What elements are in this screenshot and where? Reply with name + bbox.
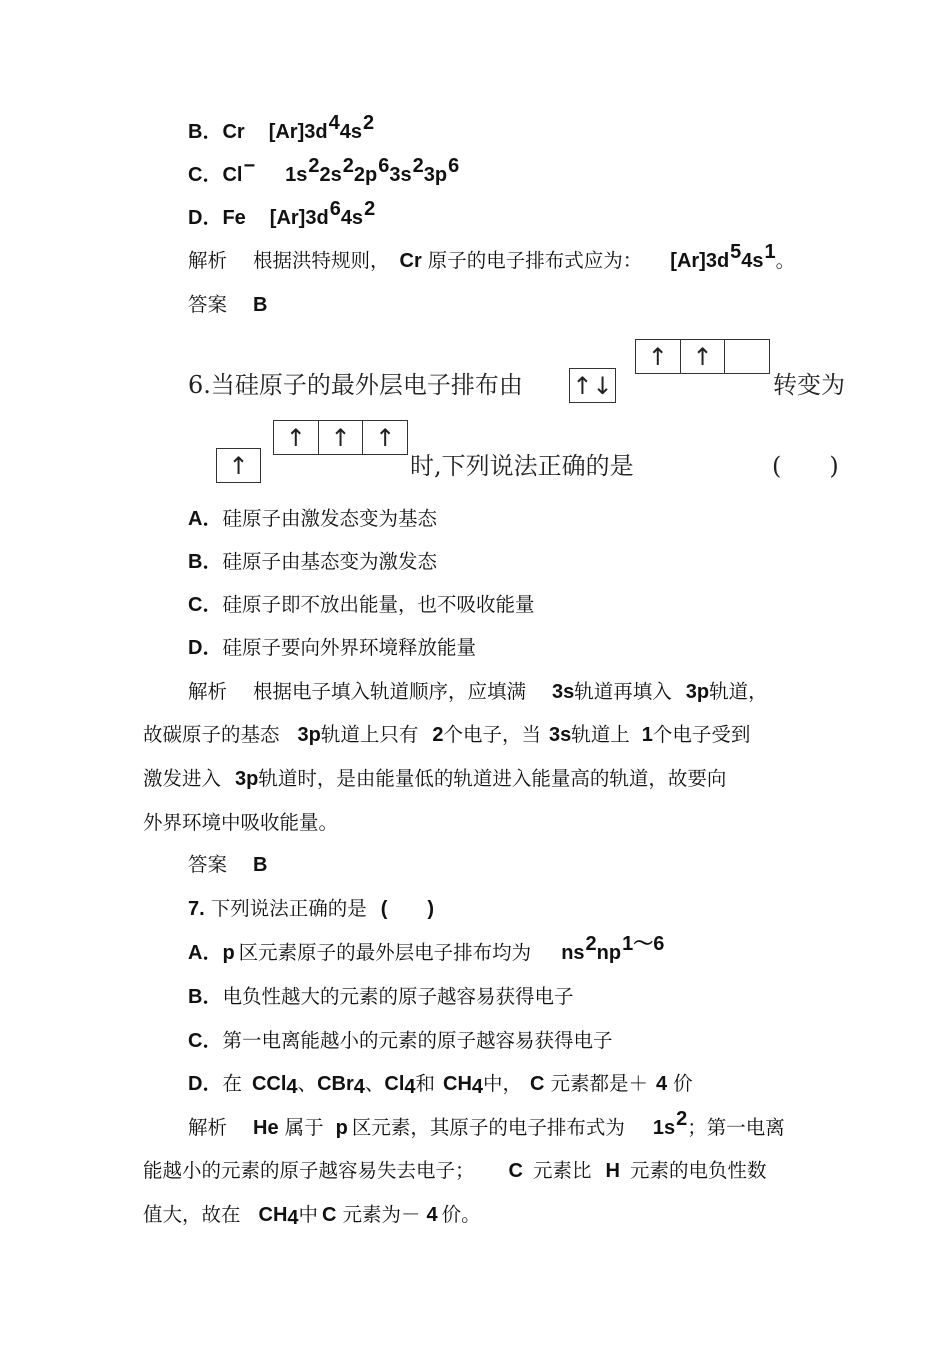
analysis-6-line-2: 故碳原子的基态 3p轨道上只有 2个电子，当 3s轨道上 1个电子受到: [143, 723, 751, 746]
analysis-7-line-3: 值大，故在 $CH_4$中 C 元素为－ 4 价。: [143, 1203, 481, 1229]
analysis-6-line-3: 激发进入 3p轨道时，是由能量低的轨道进入能量高的轨道，故要向: [143, 767, 727, 790]
question-6-stem-1: 6.当硅原子的最外层电子排布由: [188, 371, 523, 399]
question-6-paren: ( ): [772, 452, 839, 480]
question-7: 7. 下列说法正确的是 ( ): [188, 897, 435, 920]
question-6-stem-2: 转变为: [773, 371, 845, 399]
orbital-cell: ↑↓: [572, 371, 613, 400]
answer-5: 答案 B: [188, 293, 268, 316]
orbital-box-3s-initial: [569, 368, 616, 403]
analysis-label: 解析: [188, 249, 228, 272]
analysis-6-line-4: 外界环境中吸收能量。: [143, 811, 339, 834]
orbital-cell: ↑: [274, 421, 319, 454]
orbital-cell: ↑: [319, 421, 364, 454]
q6-option-c: C．硅原子即不放出能量，也不吸收能量: [188, 593, 535, 616]
option-c-prev: C．Cl− $1s^22s^22p^63s^23p^6$: [188, 155, 460, 186]
orbital-box-3s-final: [216, 448, 261, 483]
orbital-box-3p-final: [273, 420, 408, 455]
analysis-7-line-2: 能越小的元素的原子越容易失去电子； C 元素比 H 元素的电负性数: [143, 1159, 767, 1182]
option-d-prev: D．Fe $[Ar]3d^64s^2$: [188, 198, 376, 229]
q6-option-a: A．硅原子由激发态变为基态: [188, 507, 437, 530]
question-6-stem-3: 时,下列说法正确的是: [410, 452, 634, 480]
analysis-7-line-1: 解析 He 属于 p 区元素，其原子的电子排布式为 $1s^2$；第一电离: [188, 1108, 785, 1139]
q6-option-d: D．硅原子要向外界环境释放能量: [188, 636, 476, 659]
orbital-box-3p-initial: [635, 339, 770, 374]
q7-option-b: B．电负性越大的元素的原子越容易获得电子: [188, 985, 574, 1008]
analysis-5: 解析 根据洪特规则， Cr 原子的电子排布式应为： $[Ar]3d^54s^1$。: [188, 241, 796, 272]
answer-label: 答案: [188, 293, 228, 316]
analysis-label: 解析: [188, 1116, 228, 1139]
orbital-cell: ↑: [228, 451, 249, 480]
answer-label: 答案: [188, 853, 228, 876]
option-b-prev: B．Cr $[Ar]3d^44s^2$: [188, 112, 375, 143]
q7-option-a: A．p 区元素原子的最外层电子排布均为 $ns^2np^{1\sim 6}$: [188, 933, 665, 964]
orbital-cell: ↑: [681, 340, 726, 373]
analysis-6-line-1: 解析 根据电子填入轨道顺序，应填满 3s轨道再填入 3p轨道，: [188, 680, 768, 703]
q7-option-c: C．第一电离能越小的元素的原子越容易获得电子: [188, 1029, 613, 1052]
orbital-cell: ↑: [636, 340, 681, 373]
q6-option-b: B．硅原子由基态变为激发态: [188, 550, 437, 573]
analysis-label: 解析: [188, 680, 228, 703]
orbital-cell: [725, 340, 769, 373]
orbital-cell: ↑: [375, 423, 396, 452]
q7-option-d: D．在 CCl$_4$、CBr$_4$、$Cl_4$和 $CH_4$中， C 元素都是＋ 4 价: [188, 1072, 693, 1098]
answer-6: 答案 B: [188, 853, 268, 876]
